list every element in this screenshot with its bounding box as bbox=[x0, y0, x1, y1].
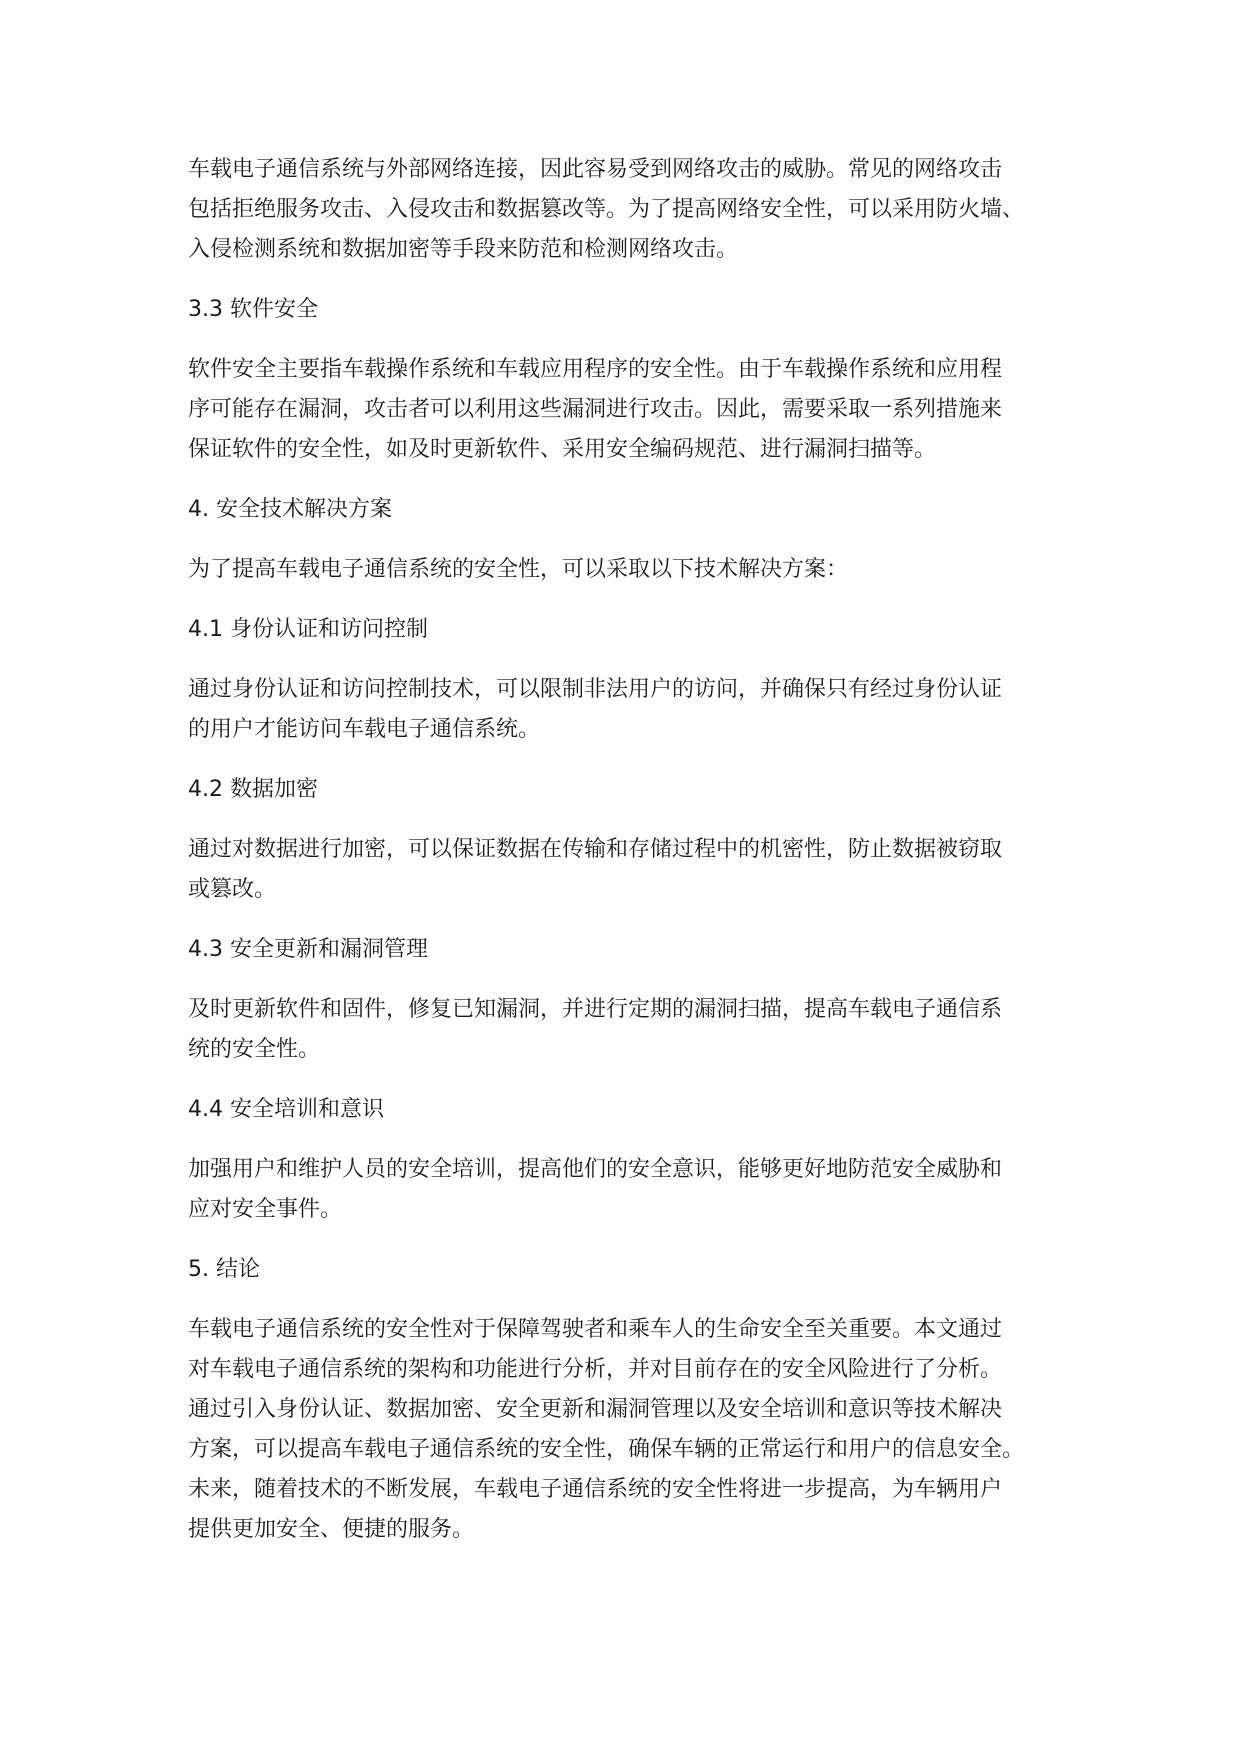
paragraph bbox=[188, 150, 1088, 270]
heading-text: 4.3 安全更新和漏洞管理 bbox=[188, 937, 428, 962]
paragraph-line: 未来，随着技术的不断发展，车载电子通信系统的安全性将进一步提高，为车辆用户 bbox=[188, 1477, 1003, 1502]
paragraph-line: 或篡改。 bbox=[188, 877, 277, 902]
paragraph bbox=[188, 1310, 1088, 1550]
paragraph-line: 序可能存在漏洞，攻击者可以利用这些漏洞进行攻击。因此，需要采取一系列措施来 bbox=[188, 397, 1003, 422]
paragraph bbox=[188, 830, 1088, 910]
paragraph-line: 统的安全性。 bbox=[188, 1037, 321, 1062]
section-heading bbox=[188, 770, 1088, 810]
heading-text: 4.1 身份认证和访问控制 bbox=[188, 617, 428, 642]
heading-text: 3.3 软件安全 bbox=[188, 297, 318, 322]
paragraph-line: 提供更加安全、便捷的服务。 bbox=[188, 1517, 475, 1542]
heading-text: 4. 安全技术解决方案 bbox=[188, 497, 392, 522]
paragraph-line: 加强用户和维护人员的安全培训，提高他们的安全意识，能够更好地防范安全威胁和 bbox=[188, 1157, 1003, 1182]
paragraph-line: 为了提高车载电子通信系统的安全性，可以采取以下技术解决方案： bbox=[188, 557, 849, 582]
heading-text: 5. 结论 bbox=[188, 1257, 260, 1282]
section-heading bbox=[188, 610, 1088, 650]
section-heading bbox=[188, 290, 1088, 330]
paragraph-line: 应对安全事件。 bbox=[188, 1197, 343, 1222]
section-heading bbox=[188, 1250, 1088, 1290]
paragraph bbox=[188, 990, 1088, 1070]
paragraph-line: 软件安全主要指车载操作系统和车载应用程序的安全性。由于车载操作系统和应用程 bbox=[188, 357, 1003, 382]
heading-text: 4.2 数据加密 bbox=[188, 777, 318, 802]
paragraph-line: 入侵检测系统和数据加密等手段来防范和检测网络攻击。 bbox=[188, 237, 739, 262]
section-heading bbox=[188, 1090, 1088, 1130]
section-heading bbox=[188, 490, 1088, 530]
paragraph-line: 通过身份认证和访问控制技术，可以限制非法用户的访问，并确保只有经过身份认证 bbox=[188, 677, 1003, 702]
paragraph bbox=[188, 550, 1088, 590]
section-heading bbox=[188, 930, 1088, 970]
paragraph bbox=[188, 350, 1088, 470]
paragraph-line: 保证软件的安全性，如及时更新软件、采用安全编码规范、进行漏洞扫描等。 bbox=[188, 437, 937, 462]
paragraph-line: 方案，可以提高车载电子通信系统的安全性，确保车辆的正常运行和用户的信息安全。 bbox=[188, 1437, 1025, 1462]
paragraph-line: 通过对数据进行加密，可以保证数据在传输和存储过程中的机密性，防止数据被窃取 bbox=[188, 837, 1003, 862]
paragraph bbox=[188, 1150, 1088, 1230]
paragraph-line: 车载电子通信系统的安全性对于保障驾驶者和乘车人的生命安全至关重要。本文通过 bbox=[188, 1317, 1003, 1342]
paragraph-line: 及时更新软件和固件，修复已知漏洞，并进行定期的漏洞扫描，提高车载电子通信系 bbox=[188, 997, 1003, 1022]
paragraph bbox=[188, 670, 1088, 750]
paragraph-line: 包括拒绝服务攻击、入侵攻击和数据篡改等。为了提高网络安全性，可以采用防火墙、 bbox=[188, 197, 1025, 222]
paragraph-line: 车载电子通信系统与外部网络连接，因此容易受到网络攻击的威胁。常见的网络攻击 bbox=[188, 157, 1003, 182]
paragraph-line: 通过引入身份认证、数据加密、安全更新和漏洞管理以及安全培训和意识等技术解决 bbox=[188, 1397, 1003, 1422]
document-body bbox=[188, 150, 1088, 1570]
paragraph-line: 对车载电子通信系统的架构和功能进行分析，并对目前存在的安全风险进行了分析。 bbox=[188, 1357, 1003, 1382]
heading-text: 4.4 安全培训和意识 bbox=[188, 1097, 384, 1122]
paragraph-line: 的用户才能访问车载电子通信系统。 bbox=[188, 717, 541, 742]
